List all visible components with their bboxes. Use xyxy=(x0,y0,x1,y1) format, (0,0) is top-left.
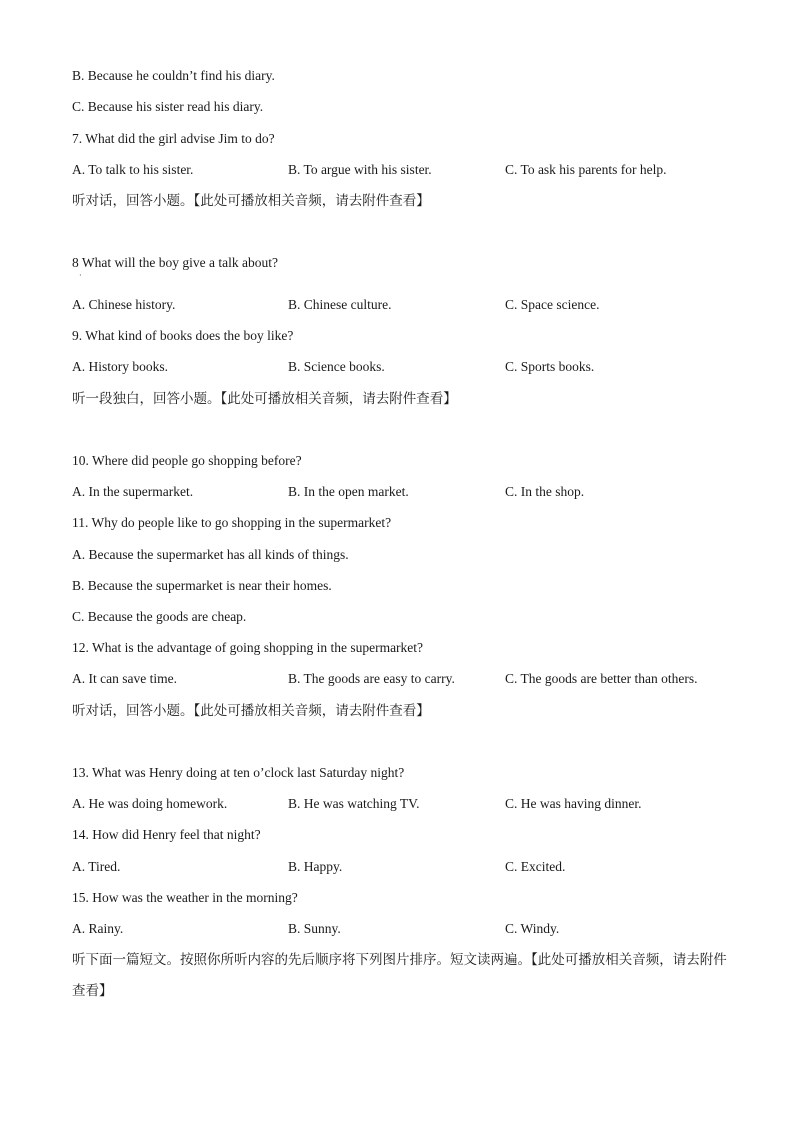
question-12-option-c: C. The goods are better than others. xyxy=(505,671,698,686)
question-12-option-b: B. The goods are easy to carry. xyxy=(288,671,455,686)
question-8-option-a: A. Chinese history. xyxy=(72,297,176,312)
question-11-option-c: C. Because the goods are cheap. xyxy=(72,609,247,624)
question-10-option-b: B. In the open market. xyxy=(288,484,409,499)
question-15-option-a: A. Rainy. xyxy=(72,921,124,936)
question-10-option-a: A. In the supermarket. xyxy=(72,484,194,499)
question-14-option-a: A. Tired. xyxy=(72,859,121,874)
question-8-dot: · xyxy=(79,271,82,280)
question-14-option-b: B. Happy. xyxy=(288,859,343,874)
question-12: 12. What is the advantage of going shopping in the supermarket? xyxy=(72,640,424,655)
question-6-option-c: C. Because his sister read his diary. xyxy=(72,99,264,114)
question-13-option-c: C. He was having dinner. xyxy=(505,796,642,811)
question-7: 7. What did the girl advise Jim to do? xyxy=(72,131,275,146)
question-8-option-b: B. Chinese culture. xyxy=(288,297,392,312)
question-13: 13. What was Henry doing at ten o’clock last Saturday night? xyxy=(72,765,405,780)
question-10: 10. Where did people go shopping before? xyxy=(72,453,302,468)
question-15-option-b: B. Sunny. xyxy=(288,921,341,936)
question-9-option-a: A. History books. xyxy=(72,359,169,374)
question-14-option-c: C. Excited. xyxy=(505,859,566,874)
listening-instruction: 听下面一篇短文。按照你所听内容的先后顺序将下列图片排序。短文读两遍。【此处可播放相关音频，请去附件查看】 xyxy=(72,952,727,999)
question-11: 11. Why do people like to go shopping in the supermarket? xyxy=(72,515,392,530)
question-14: 14. How did Henry feel that night? xyxy=(72,827,261,842)
question-6-option-b: B. Because he couldn’t find his diary. xyxy=(72,68,275,83)
question-11-option-a: A. Because the supermarket has all kinds of things. xyxy=(72,547,349,562)
question-8-option-c: C. Space science. xyxy=(505,297,600,312)
listening-instruction: 听对话，回答小题。【此处可播放相关音频，请去附件查看】 xyxy=(72,193,430,209)
question-11-option-b: B. Because the supermarket is near their homes. xyxy=(72,578,332,593)
question-9-option-b: B. Science books. xyxy=(288,359,385,374)
question-9-option-c: C. Sports books. xyxy=(505,359,595,374)
question-10-option-c: C. In the shop. xyxy=(505,484,585,499)
question-9: 9. What kind of books does the boy like? xyxy=(72,328,294,343)
question-8: 8 What will the boy give a talk about? xyxy=(72,255,278,270)
question-13-option-a: A. He was doing homework. xyxy=(72,796,228,811)
question-7-option-c: C. To ask his parents for help. xyxy=(505,162,667,177)
listening-instruction: 听对话，回答小题。【此处可播放相关音频，请去附件查看】 xyxy=(72,703,430,719)
listening-instruction: 听一段独白，回答小题。【此处可播放相关音频，请去附件查看】 xyxy=(72,391,457,407)
question-12-option-a: A. It can save time. xyxy=(72,671,177,686)
question-15: 15. How was the weather in the morning? xyxy=(72,890,298,905)
question-7-option-a: A. To talk to his sister. xyxy=(72,162,194,177)
question-13-option-b: B. He was watching TV. xyxy=(288,796,420,811)
question-15-option-c: C. Windy. xyxy=(505,921,560,936)
question-7-option-b: B. To argue with his sister. xyxy=(288,162,432,177)
